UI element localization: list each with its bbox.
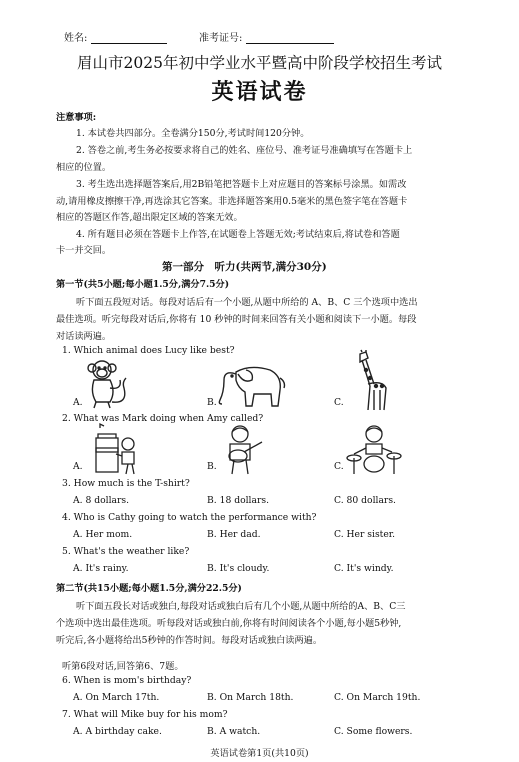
option-text: C. Some flowers. [334,726,413,737]
option-label: B. [207,461,217,472]
section1-instruction: 听下面五段短对话。每段对话后有一个小题,从题中所给的 A、B、C 三个选项中选出 [76,297,418,308]
option-text: B. It's cloudy. [207,563,270,574]
option-text: C. Her sister. [334,529,396,540]
section1-instruction: 对话读两遍。 [56,331,112,342]
option-label: A. [73,397,83,408]
note-line: 3. 考生选出选择题答案后,用2B铅笔把答题卡上对应题目的答案标号涂黑。如需改 [76,179,407,190]
giraffe-icon [346,350,390,412]
option-text: B. Her dad. [207,529,261,540]
option-text: C. 80 dollars. [334,495,396,506]
exam-no-field [199,29,334,44]
monkey-icon [84,358,130,410]
note-line: 动,请用橡皮擦擦干净,再选涂其它答案。非选择题答案用0.5毫米的黑色签字笔在答题卡 [56,196,408,207]
option-text: C. It's windy. [334,563,394,574]
question-stem: 2. What was Mark doing when Amy called? [62,413,264,424]
note-line: 卡一并交回。 [56,245,112,256]
notes-heading: 注意事项: [56,112,97,123]
question-stem: 4. Who is Cathy going to watch the performance with? [62,512,317,523]
page-footer: 英语试卷第1页(共10页) [210,748,309,759]
note-line: 1. 本试卷共四部分。全卷满分150分,考试时间120分钟。 [76,128,310,139]
section2-instruction: 听下面五段长对话或独白,每段对话或独白后有几个小题,从题中所给的A、B、C三 [76,601,406,612]
section1-instruction: 最佳选项。听完每段对话后,你将有 10 秒钟的时间来回答有关小题和阅读下一小题。每段 [56,314,417,325]
drums-icon [346,422,402,476]
group-note: 听第6段对话,回答第6、7题。 [62,661,184,672]
option-text: A. 8 dollars. [73,495,130,506]
section2-instruction: 听完后,各小题将给出5秒钟的作答时间。每段对话或独白读两遍。 [56,635,323,646]
elephant-icon [216,360,290,410]
option-label: C. [334,461,344,472]
question-stem: 7. What will Mike buy for his mom? [62,709,228,720]
option-text: B. A watch. [207,726,261,737]
note-line: 4. 所有题目必须在答题卡上作答,在试题卷上答题无效;考试结束后,将试卷和答题 [76,229,400,240]
section2-heading: 第二节(共15小题;每小题1.5分,满分22.5分) [56,583,242,594]
option-text: B. 18 dollars. [207,495,269,506]
guitar-icon [216,424,266,476]
option-label: C. [334,397,344,408]
question-stem: 6. When is mom's birthday? [62,675,192,686]
piano-icon [90,424,144,476]
section2-instruction: 个选项中选出最佳选项。听每段对话或独白前,你将有时间阅读各个小题,每小题5秒钟, [56,618,402,629]
option-text: C. On March 19th. [334,692,421,703]
option-label: B. [207,397,217,408]
question-stem: 1. Which animal does Lucy like best? [62,345,235,356]
option-text: A. It's rainy. [73,563,129,574]
exam-no-label: 准考证号: [199,33,243,44]
name-field [64,29,167,44]
note-line: 2. 答卷之前,考生务必按要求将自己的姓名、座位号、准考证号准确填写在答题卡上 [76,145,413,156]
note-line: 相应的位置。 [56,162,112,173]
question-stem: 5. What's the weather like? [62,546,190,557]
name-label: 姓名: [64,33,88,44]
part1-heading: 第一部分 听力(共两节,满分30分) [162,261,327,273]
option-text: A. Her mom. [73,529,133,540]
note-line: 相应的答题区作答,超出限定区域的答案无效。 [56,212,243,223]
option-text: A. On March 17th. [73,692,160,703]
option-text: A. A birthday cake. [73,726,162,737]
option-text: B. On March 18th. [207,692,294,703]
question-stem: 3. How much is the T-shirt? [62,478,190,489]
exam-title: 眉山市2025年初中学业水平暨高中阶段学校招生考试 [77,54,442,72]
exam-no-blank [246,43,334,44]
option-label: A. [73,461,83,472]
name-blank [91,43,167,44]
subject-title: 英语试卷 [211,79,308,105]
section1-heading: 第一节(共5小题;每小题1.5分,满分7.5分) [56,279,230,290]
